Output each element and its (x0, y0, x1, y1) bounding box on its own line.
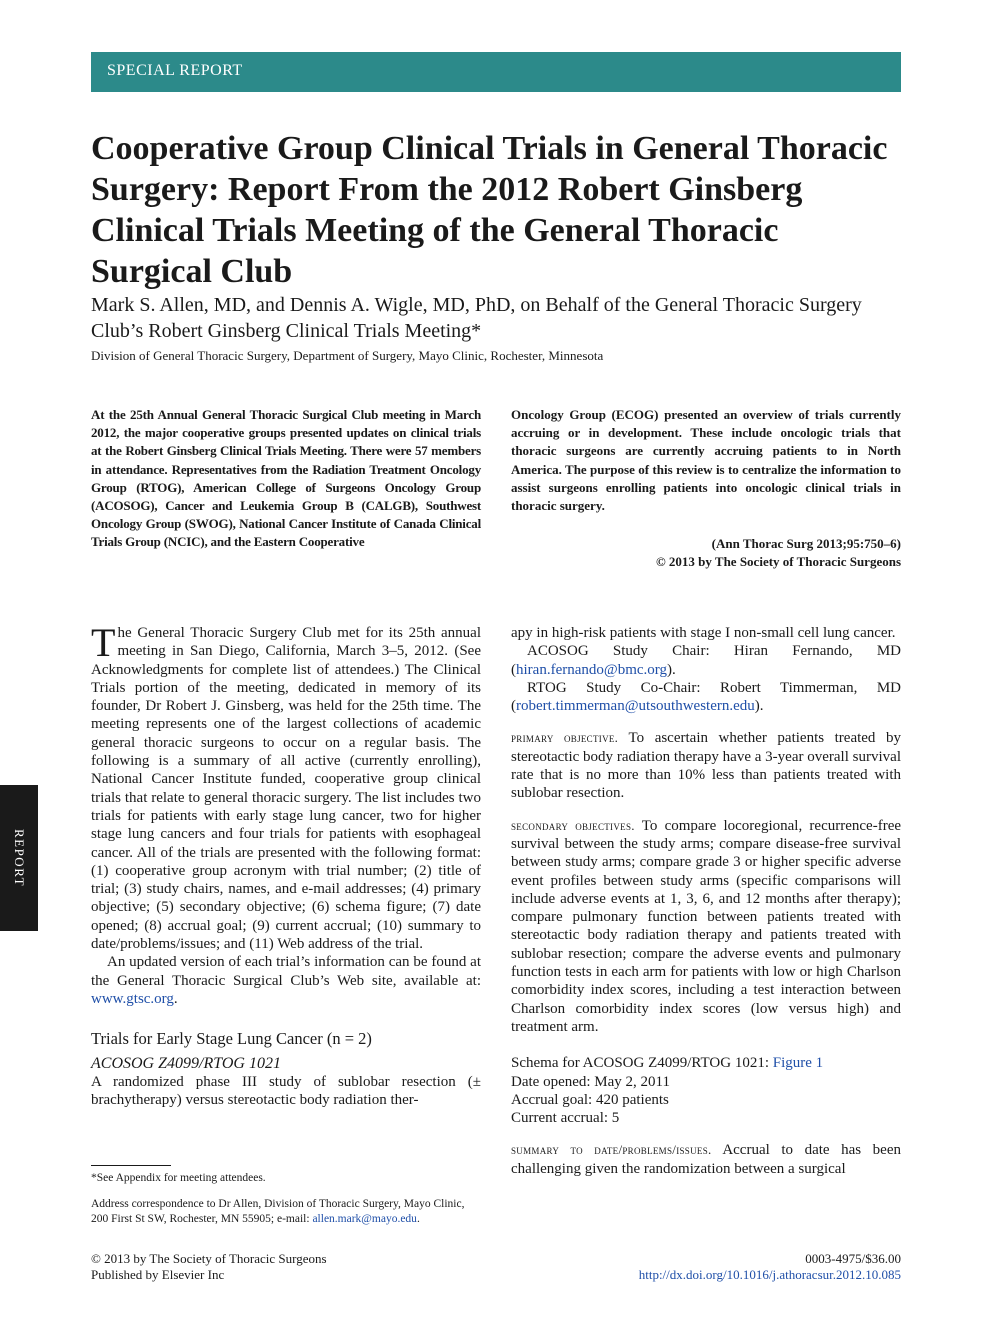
footer-left (91, 1251, 327, 1282)
schema-label: Schema for ACOSOG Z4099/RTOG 1021: (511, 1055, 769, 1072)
accrual-goal: Accrual goal: 420 patients (511, 1091, 669, 1108)
author-and: and (256, 294, 285, 316)
primary-objective-text: To ascertain whether patients treated by stereotactic body radiation therapy have a 3-year overall survival rate that is no more than 10% less than patients treated with sublobar resection. (511, 730, 901, 802)
journal-citation: (Ann Thorac Surg 2013;95:750–6) (711, 536, 901, 551)
website-text: An updated version of each trial’s information can be found at the General Thoracic Surgical Club’s Web site, available at: (91, 954, 481, 989)
current-accrual: Current accrual: 5 (511, 1110, 620, 1127)
primary-objective-head: primary objective. (511, 730, 619, 746)
chair-email-link[interactable]: hiran.fernando@bmc.org (516, 661, 667, 678)
body-column-left (91, 620, 481, 1109)
secondary-objectives (511, 817, 901, 1037)
abstract-left: At the 25th Annual General Thoracic Surgical Club meeting in March 2012, the major cooperative groups presented updates on clinical trials at the Robert Ginsberg Clinical Trials Meeting. There were 57 members in attendance. Representatives from the Radiation Treatment Oncology Group (RTOG), American College of Surgeons Oncology Group (ACOSOG), Cancer and Leukemia Group B (CALGB), Southwest Oncology Group (SWOG), National Cancer Institute of Canada Clinical Trials Group (NCIC), and the Eastern Cooperative (91, 407, 481, 550)
website-end: . (173, 990, 178, 1007)
author-1-degree: MD, (213, 294, 252, 316)
summary-head: summary to date/problems/issues. (511, 1142, 712, 1158)
author-2-name: Dennis A. Wigle, (289, 294, 428, 316)
doi-link[interactable]: http://dx.doi.org/10.1016/j.athoracsur.2012.10.085 (638, 1266, 901, 1282)
footnote-correspondence (91, 1197, 481, 1227)
secondary-objectives-head: secondary objectives. (511, 817, 635, 833)
section-heading: Trials for Early Stage Lung Cancer (n = 2) (91, 1029, 372, 1049)
intro-paragraph: he General Thoracic Surgery Club met for its 25th annual meeting in San Diego, California, March 3–5, 2012. (See Acknowledgments for complete list of attendees.) The Clinical Trials portion of the meeting, dedicated in memory of its founder, Dr Robert J. Ginsberg, was held for the 25th time. The meeting represents one of the largest collections of academic general thoracic surgeons to occur on a regular basis. The following is a summary of all active (currently enrolling), National Cancer Institute funded, cooperative group clinical trials that relate to general thoracic surgery. The list includes two trials for patients with early stage lung cancer, two for higher stage lung cancers and four trials for patients with esophageal cancer. All of the trials are presented with the following format: (1) cooperative group acronym with trial number; (2) title of trial; (3) study chairs, names, and e-mail addresses; (4) primary objective; (5) secondary objective; (6) schema figure; (7) date opened; (8) accrual goal; (9) current accrual; (10) summary to date/problems/issues; and (11) Web address of the trial. (91, 625, 481, 953)
trial-heading: ACOSOG Z4099/RTOG 1021 (91, 1054, 281, 1072)
cochair-end: ). (754, 698, 764, 715)
footnote-appendix: *See Appendix for meeting attendees. (91, 1172, 266, 1184)
body-column-right (511, 624, 901, 1178)
correspondence-end: . (416, 1213, 420, 1225)
section-banner (91, 52, 901, 92)
affiliation: Division of General Thoracic Surgery, Department of Surgery, Mayo Clinic, Rochester, Minnesota (91, 348, 604, 363)
drop-cap: T (91, 620, 116, 665)
correspondence-email-link[interactable]: allen.mark@mayo.edu (312, 1213, 417, 1225)
footer-issn: 0003-4975/$36.00 (805, 1251, 901, 1266)
secondary-objectives-text: To compare locoregional, recurrence-free survival between the study arms; compare disease-free survival between study arms; compare grade 3 or higher specific adverse event profiles between study arms (specific comparisons will include adverse events at 1, 3, 6, and 12 months after therapy); compare pulmonary function between patients treated with stereotactic body radiation therapy and patients treated with sublobar resection; compare the adverse events and pulmonary function tests in each arm for patients with low or high Charlson comorbidity index scores, including a test interaction between Charlson comorbidity index scores (low versus high) and treatment arm. (511, 817, 902, 1035)
footer-copyright: © 2013 by The Society of Thoracic Surgeons (91, 1251, 327, 1266)
author-group: on Behalf of the General Thoracic Surgery Club’s Robert Ginsberg Clinical Trials Meeting* (91, 294, 862, 342)
summary-to-date (511, 1141, 901, 1178)
primary-objective (511, 729, 901, 802)
abstract-right: Oncology Group (ECOG) presented an overview of trials currently accruing or in development. These include oncologic trials that thoracic surgeons are currently accruing patients to in North America. The purpose of this review is to centralize the information to assist surgeons enrolling patients into oncologic clinical trials in thoracic surgery. (511, 407, 901, 514)
trial-title-continued: apy in high-risk patients with stage I non-small cell lung cancer. (511, 625, 896, 641)
trial-title-paragraph: A randomized phase III study of sublobar resection (± brachytherapy) versus stereotactic body radiation ther- (91, 1073, 481, 1109)
cochair-label: RTOG Study Co-Chair: Robert Timmerman, MD ( (511, 679, 901, 715)
cochair-email-link[interactable]: robert.timmerman@utsouthwestern.edu (516, 698, 755, 715)
correspondence-text: Address correspondence to Dr Allen, Division of Thoracic Surgery, Mayo Clinic, 200 First St SW, Rochester, MN 55905; e-mail: (91, 1198, 465, 1225)
citation-block (511, 535, 901, 572)
summary-text: Accrual to date has been challenging given the randomization between a surgical (511, 1142, 901, 1177)
footer-publisher: Published by Elsevier Inc (91, 1266, 225, 1282)
author-2-degree: MD, PhD, (432, 294, 516, 316)
author-line (91, 292, 901, 344)
date-opened: Date opened: May 2, 2011 (511, 1073, 670, 1090)
side-section-tab (0, 785, 38, 931)
figure-1-link[interactable]: Figure 1 (772, 1055, 824, 1072)
study-chair (511, 642, 901, 679)
banner-label: SPECIAL REPORT (107, 62, 243, 79)
schema-line (511, 1054, 901, 1072)
chair-end: ). (667, 661, 676, 678)
author-1-name: Mark S. Allen, (91, 294, 209, 316)
gtsc-link[interactable]: www.gtsc.org (91, 990, 174, 1007)
article-title: Cooperative Group Clinical Trials in General Thoracic Surgery: Report From the 2012 Robert Ginsberg Clinical Trials Meeting of the General Thoracic Surgical Club (91, 130, 888, 290)
footnote-divider (91, 1165, 171, 1166)
side-tab-label: REPORT (12, 828, 27, 888)
chair-label: ACOSOG Study Chair: Hiran Fernando, MD ( (511, 643, 901, 678)
footer-right (511, 1251, 901, 1282)
abstract-copyright: © 2013 by The Society of Thoracic Surgeons (655, 554, 901, 570)
study-cochair (511, 679, 901, 716)
website-paragraph (91, 953, 481, 1008)
